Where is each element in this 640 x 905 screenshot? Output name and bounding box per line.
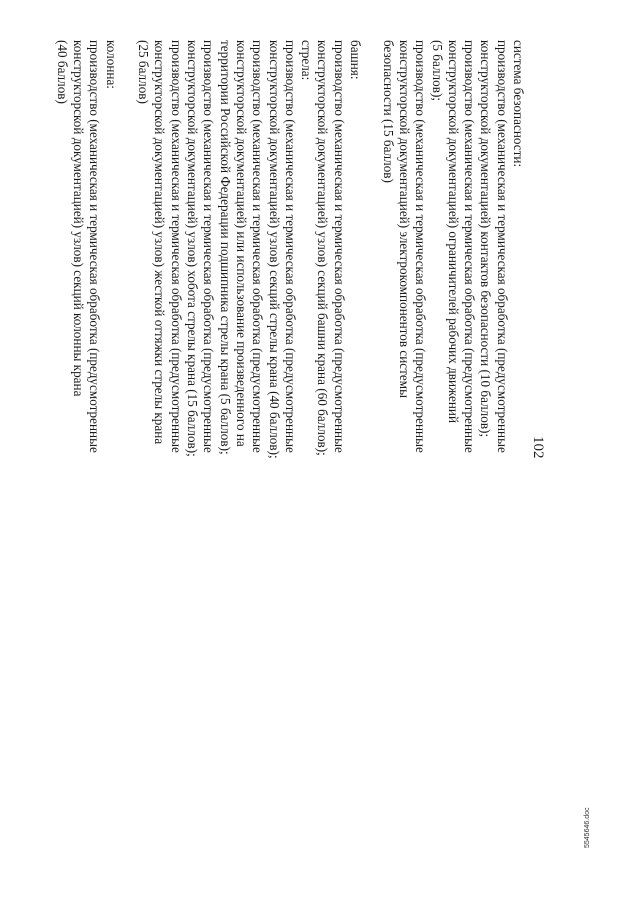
text-line: производство (механическая и термическая обработка (предусмотренные — [201, 40, 217, 453]
text-line: конструкторской документацией) узлов) секций стрелы крана (40 баллов); — [266, 40, 282, 459]
text-line: производство (механическая и термическая обработка (предусмотренные — [331, 40, 347, 453]
text-line: (25 баллов) — [136, 40, 152, 104]
text-line: (5 баллов); — [429, 40, 445, 101]
paragraph-gap — [363, 40, 379, 880]
text-line: система безопасности: — [511, 40, 526, 168]
text-line: конструкторской документацией) узлов) жесткой оттяжки стрелы крана — [152, 40, 168, 445]
document-body — [53, 40, 526, 880]
text-line: производство (механическая и термическая обработка (предусмотренные — [494, 40, 510, 453]
rotated-content — [46, 40, 546, 880]
text-line: конструкторской документацией) узлов) секций колонны крана — [70, 40, 86, 397]
text-line: конструкторской документацией) узлов) секций башни крана (60 баллов); — [315, 40, 331, 456]
text-line: производство (механическая и термическая обработка (предусмотренные — [282, 40, 298, 453]
text-line: стрела: — [299, 40, 315, 81]
text-line: башня: — [348, 40, 364, 80]
text-line: производство (механическая и термическая обработка (предусмотренные — [413, 40, 429, 453]
text-line: (40 баллов) — [54, 40, 70, 104]
text-line: конструкторской документацией) узлов) хобота стрелы крана (15 баллов); — [185, 40, 201, 457]
text-line: конструкторской документацией) контактов безопасности (10 баллов); — [478, 40, 494, 438]
text-line: безопасности (15 баллов) — [380, 40, 396, 183]
page-number: 102 — [530, 436, 546, 459]
text-line: территории Российской Федерации подшипника стрелы крана (5 баллов); — [217, 40, 233, 455]
text-line: колонна: — [103, 40, 119, 89]
paragraph-gap — [119, 40, 135, 880]
text-line: производство (механическая и термическая обработка (предусмотренные — [462, 40, 478, 453]
text-line: производство (механическая и термическая обработка (предусмотренные — [87, 40, 103, 453]
text-line: производство (механическая и термическая обработка (предусмотренные — [168, 40, 184, 453]
text-line: конструкторской документацией) или использование произведенного на — [233, 40, 249, 447]
text-line: производство (механическая и термическая обработка (предусмотренные — [250, 40, 266, 453]
text-line: конструкторской документацией) ограничителей рабочих движений — [445, 40, 461, 424]
text-line: конструкторской документацией) электрокомпонентов системы — [396, 40, 412, 398]
file-footer: 5545646.doc — [584, 807, 591, 848]
